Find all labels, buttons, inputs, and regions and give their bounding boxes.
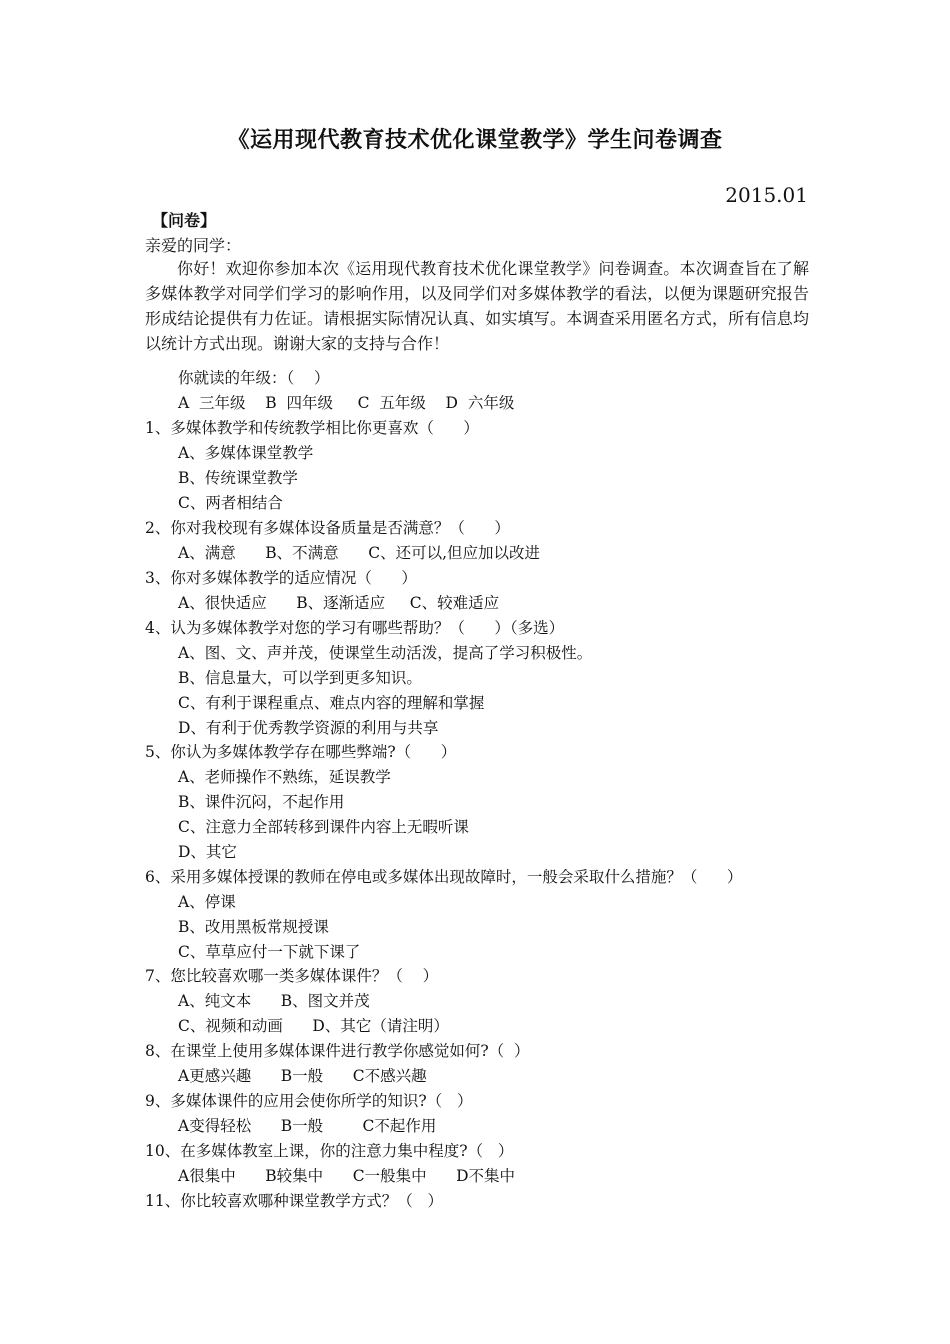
option: C、有利于课程重点、难点内容的理解和掌握 — [178, 694, 485, 712]
option: A、纯文本 B、图文并茂 — [178, 992, 370, 1010]
option: A、满意 B、不满意 C、还可以,但应加以改进 — [178, 544, 540, 562]
option: D、有利于优秀教学资源的利用与共享 — [178, 719, 439, 737]
option: B、改用黑板常规授课 — [178, 918, 329, 936]
option: A、图、文、声并茂，使课堂生动活泼，提高了学习积极性。 — [178, 644, 593, 662]
question-9: 9、多媒体课件的应用会使你所学的知识?（ ） — [145, 1092, 473, 1110]
option: A很集中 B较集中 C一般集中 D不集中 — [178, 1167, 516, 1185]
question-6: 6、采用多媒体授课的教师在停电或多媒体出现故障时，一般会采取什么措施？（ ） — [145, 868, 743, 886]
question-1: 1、多媒体教学和传统教学相比你更喜欢（ ） — [145, 419, 479, 437]
question-5: 5、你认为多媒体教学存在哪些弊端?（ ） — [145, 743, 457, 761]
option: C、注意力全部转移到课件内容上无暇听课 — [178, 818, 469, 836]
option: C、两者相结合 — [178, 494, 283, 512]
question-11: 11、你比较喜欢哪种课堂教学方式？（ ） — [145, 1192, 444, 1210]
question-7: 7、您比较喜欢哪一类多媒体课件？（ ） — [145, 967, 439, 985]
option: B、传统课堂教学 — [178, 469, 298, 487]
document-date: 2015.01 — [725, 183, 808, 207]
grade-options: A 三年级 B 四年级 C 五年级 D 六年级 — [178, 394, 515, 412]
question-10: 10、在多媒体教室上课，你的注意力集中程度?（ ） — [145, 1142, 514, 1160]
option: A、很快适应 B、逐渐适应 C、较难适应 — [178, 594, 500, 612]
section-tag: 【问卷】 — [152, 211, 217, 230]
option: C、草草应付一下就下课了 — [178, 943, 361, 961]
intro-paragraph: 你好！欢迎你参加本次《运用现代教育技术优化课堂教学》问卷调查。本次调查旨在了解多媒体教学对同学们学习的影响作用，以及同学们对多媒体教学的看法，以便为课题研究报告形成结论提供有力佐证。请根据实际情况认真、如实填写。本调查采用匿名方式，所有信息均以统计方式出现。谢谢大家的支持与合作！ — [145, 259, 809, 353]
option: B、课件沉闷，不起作用 — [178, 793, 345, 811]
option: D、其它 — [178, 843, 237, 861]
option: A变得轻松 B一般 C不起作用 — [178, 1117, 437, 1135]
option: A更感兴趣 B一般 C不感兴趣 — [178, 1067, 427, 1085]
question-4: 4、认为多媒体教学对您的学习有哪些帮助？（ ）（多选） — [145, 619, 565, 637]
question-2: 2、你对我校现有多媒体设备质量是否满意？（ ） — [145, 519, 510, 537]
grade-question: 你就读的年级：（ ） — [178, 369, 330, 387]
option: C、视频和动画 D、其它（请注明） — [178, 1017, 449, 1035]
greeting: 亲爱的同学： — [145, 236, 242, 255]
document-title: 《运用现代教育技术优化课堂教学》学生问卷调查 — [227, 127, 723, 153]
question-8: 8、在课堂上使用多媒体课件进行教学你感觉如何?（ ） — [145, 1042, 530, 1060]
option: A、老师操作不熟练，延误教学 — [178, 768, 391, 786]
option: B、信息量大，可以学到更多知识。 — [178, 669, 422, 687]
option: A、多媒体课堂教学 — [178, 444, 314, 462]
option: A、停课 — [178, 893, 236, 911]
question-3: 3、你对多媒体教学的适应情况（ ） — [145, 569, 417, 587]
